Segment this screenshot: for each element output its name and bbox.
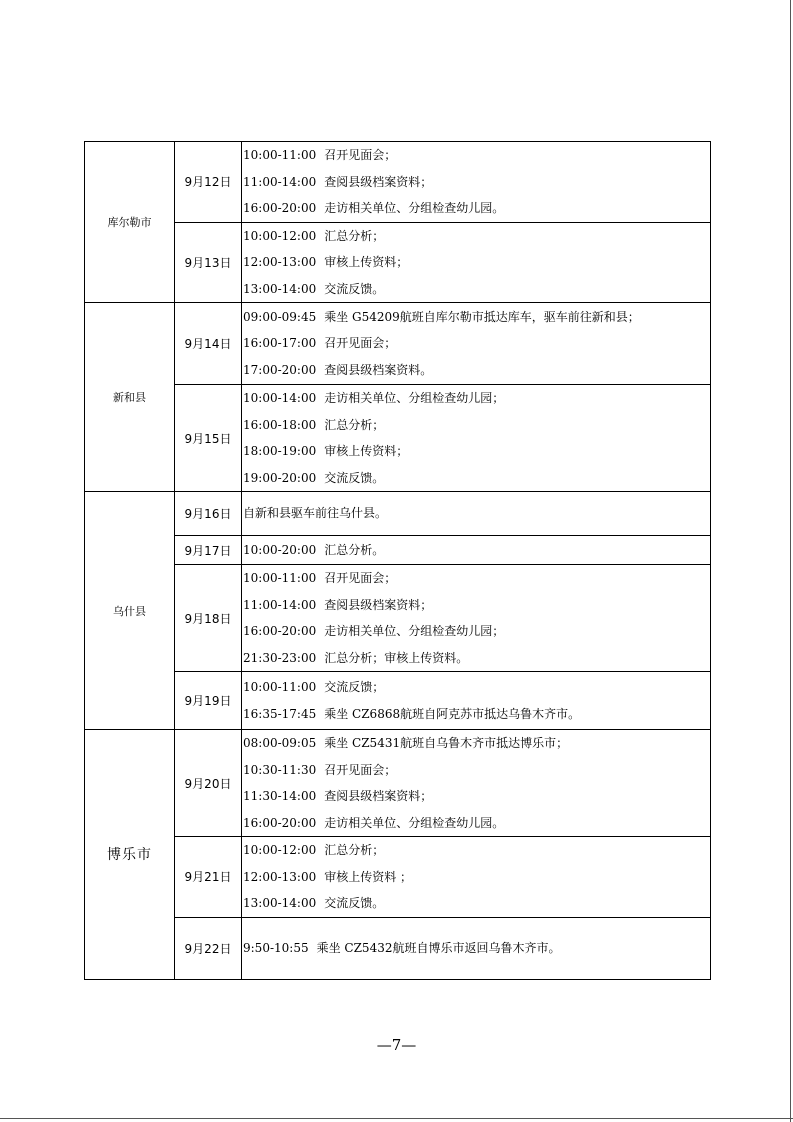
activity-time: 10:00-12:00 [243,843,317,857]
activity-time: 13:00-14:00 [243,896,317,910]
activity-description: 查阅县级档案资料； [324,597,433,612]
schedule-table [84,141,711,980]
date-cell: 9月12日 [175,142,242,223]
activity-line [242,864,710,891]
activity-time: 9:50-10:55 [243,940,309,955]
activity-description: 召开见面会； [324,762,397,777]
date-cell: 9月18日 [175,565,242,672]
activity-line [242,701,710,728]
activity-line [242,783,710,810]
activity-description: 自新和县驱车前往乌什县。 [243,506,388,521]
activity-time: 16:00-17:00 [243,336,317,351]
activity-time: 08:00-09:05 [243,736,317,750]
activities-cell [242,385,711,492]
activity-time: 11:30-14:00 [243,789,317,803]
activity-description: 召开见面会； [324,148,397,162]
schedule-row [85,303,711,385]
activity-line [242,645,710,672]
schedule-row [85,837,711,918]
activity-line [242,195,710,222]
activity-line [242,465,710,492]
activity-description: 汇总分析； [324,228,385,243]
activities-cell [242,536,711,565]
date-cell: 9月15日 [175,385,242,492]
activity-line [242,438,710,465]
schedule-row [85,917,711,979]
activity-time: 10:00-11:00 [243,571,317,585]
activity-time: 09:00-09:45 [243,309,317,324]
activity-line [242,169,710,196]
schedule-row [85,565,711,672]
activity-time: 16:35-17:45 [243,706,317,721]
activity-line [242,592,710,619]
activities-cell [242,730,711,837]
activity-time: 16:00-20:00 [243,815,317,830]
activities-cell [242,917,711,979]
activity-time: 10:30-11:30 [243,762,317,777]
activity-time: 18:00-19:00 [243,444,317,458]
date-cell: 9月17日 [175,536,242,565]
activity-line [242,385,710,412]
schedule-row [85,222,711,303]
activity-line [242,276,710,303]
activity-description: 交流反馈。 [324,470,385,485]
activity-description: 乘坐 G54209航班自库尔勒市抵达库车，驱车前往新和县； [324,309,640,324]
schedule-row [85,385,711,492]
activity-description: 汇总分析； [324,417,385,432]
activity-line [242,537,710,564]
activity-description: 汇总分析；审核上传资料。 [324,650,469,665]
schedule-row [85,536,711,565]
activity-time: 16:00-18:00 [243,417,317,432]
city-cell: 新和县 [85,303,175,492]
activity-time: 21:30-23:00 [243,650,317,665]
schedule-row [85,492,711,536]
city-cell: 博乐市 [85,730,175,980]
activity-description: 查阅县级档案资料； [324,174,433,189]
activity-description: 乘坐 CZ6868航班自阿克苏市抵达乌鲁木齐市。 [324,706,581,721]
activity-time: 10:00-11:00 [243,680,317,694]
page-edge-bottom [0,1118,793,1119]
schedule-row [85,672,711,730]
activity-description: 汇总分析。 [324,542,385,557]
date-cell: 9月13日 [175,222,242,303]
activity-line [242,674,710,701]
date-cell: 9月21日 [175,837,242,918]
activity-line [242,357,710,384]
date-cell: 9月19日 [175,672,242,730]
activities-cell [242,222,711,303]
activity-time: 11:00-14:00 [243,597,317,612]
activity-line [242,935,710,962]
activity-description: 乘坐 CZ5432航班自博乐市返回乌鲁木齐市。 [316,940,561,955]
activity-time: 10:00-14:00 [243,391,317,405]
activity-time: 16:00-20:00 [243,201,317,215]
activity-line [242,757,710,784]
activity-description: 审核上传资料； [324,255,409,269]
activity-description: 审核上传资料； [324,444,409,458]
activities-cell [242,837,711,918]
activity-line [242,565,710,592]
activities-cell [242,303,711,385]
activity-line [242,412,710,439]
activities-cell [242,142,711,223]
city-cell: 乌什县 [85,492,175,730]
activity-description: 走访相关单位、分组检查幼儿园； [324,624,505,638]
activity-description: 交流反馈。 [324,896,385,910]
activity-time: 17:00-20:00 [243,362,317,377]
activity-time: 12:00-13:00 [243,255,317,269]
activities-cell [242,492,711,536]
activity-time: 16:00-20:00 [243,624,317,638]
date-cell: 9月20日 [175,730,242,837]
activity-description: 走访相关单位、分组检查幼儿园。 [324,201,505,215]
activity-line [242,500,710,527]
activity-description: 乘坐 CZ5431航班自乌鲁木齐市抵达博乐市； [324,736,569,750]
activity-time: 13:00-14:00 [243,281,317,296]
date-cell: 9月22日 [175,917,242,979]
page-number: —7— [376,1036,417,1054]
activity-line [242,249,710,276]
city-cell: 库尔勒市 [85,142,175,303]
activity-time: 19:00-20:00 [243,470,317,485]
activity-description: 召开见面会； [324,571,397,585]
activity-description: 走访相关单位、分组检查幼儿园。 [324,815,505,830]
activity-description: 交流反馈。 [324,281,385,296]
activity-time: 10:00-11:00 [243,148,317,162]
activity-time: 11:00-14:00 [243,174,317,189]
activity-description: 走访相关单位、分组检查幼儿园； [324,391,505,405]
activity-line [242,304,710,331]
date-cell: 9月16日 [175,492,242,536]
activity-description: 交流反馈； [324,680,385,694]
activity-line [242,730,710,757]
activity-line [242,837,710,864]
activity-description: 查阅县级档案资料。 [324,362,433,377]
activity-line [242,810,710,837]
activity-line [242,142,710,169]
activity-description: 查阅县级档案资料； [324,789,433,803]
date-cell: 9月14日 [175,303,242,385]
schedule-body [85,142,711,980]
activity-description: 召开见面会； [324,336,397,351]
schedule-row [85,142,711,223]
activity-line [242,618,710,645]
activities-cell [242,565,711,672]
activity-time: 10:00-20:00 [243,542,317,557]
activity-time: 12:00-13:00 [243,869,317,884]
activity-time: 10:00-12:00 [243,228,317,243]
activity-line [242,330,710,357]
activity-description: 审核上传资料 ； [324,869,413,884]
activity-line [242,223,710,250]
activities-cell [242,672,711,730]
activity-description: 汇总分析； [324,843,385,857]
activity-line [242,890,710,917]
page-edge-right [790,0,791,1122]
schedule-row [85,730,711,837]
